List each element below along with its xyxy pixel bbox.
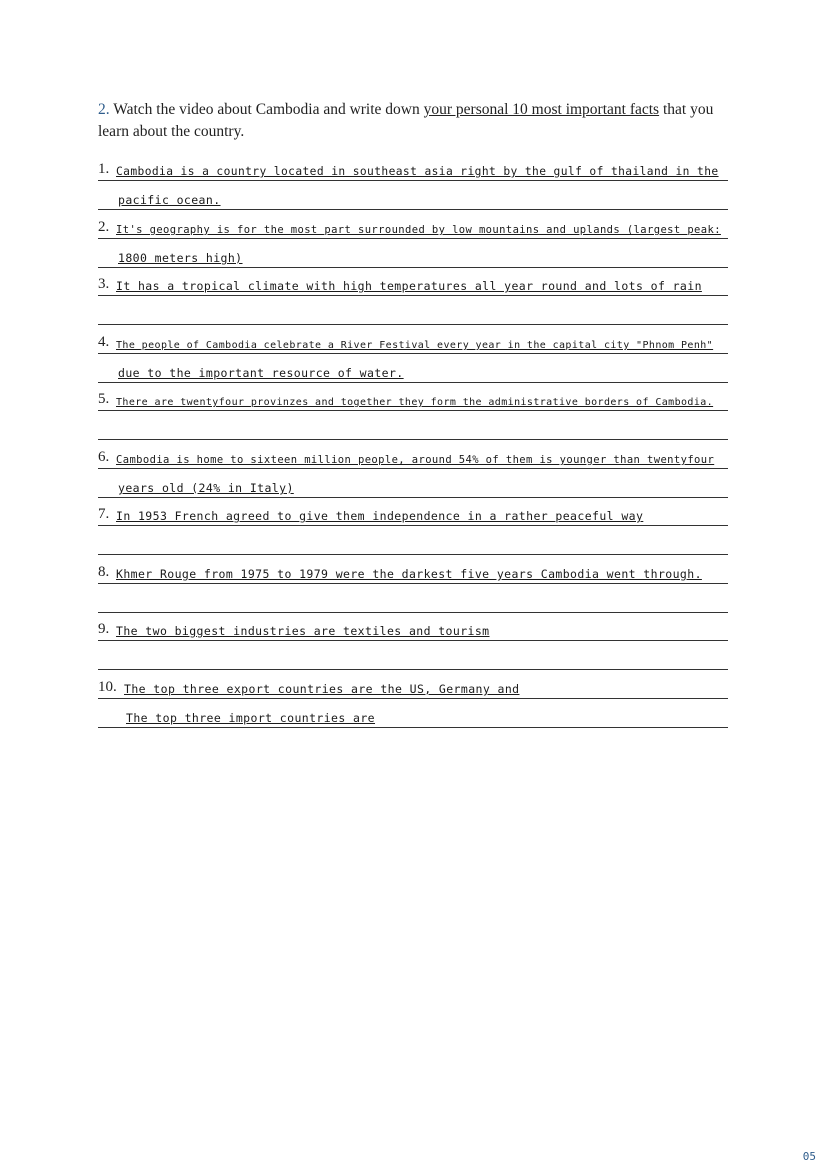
fact-handwriting-line2: pacific ocean.	[118, 193, 221, 207]
task-text-before: Watch the video about Cambodia and write down	[109, 101, 424, 118]
fact-item	[98, 382, 728, 440]
task-text-after: that you learn about the country.	[98, 101, 714, 140]
fact-number: 5.	[98, 391, 110, 407]
answer-line	[98, 699, 728, 728]
fact-number: 9.	[98, 621, 110, 637]
answer-line	[98, 612, 728, 641]
fact-handwriting-line1: The people of Cambodia celebrate a River Festival every year in the capital city "Phnom Penh"	[116, 340, 714, 351]
answer-line	[98, 497, 728, 526]
fact-handwriting-line1: The top three export countries are the US, Germany and	[124, 682, 520, 696]
answer-line	[98, 239, 728, 268]
answer-line	[98, 267, 728, 296]
answer-line	[98, 440, 728, 469]
answer-line	[98, 181, 728, 210]
fact-item	[98, 325, 728, 383]
fact-item	[98, 670, 728, 728]
fact-handwriting-line2: years old (24% in Italy)	[118, 481, 294, 495]
fact-number: 3.	[98, 276, 110, 292]
fact-handwriting-line2: due to the important resource of water.	[118, 366, 404, 380]
fact-number: 4.	[98, 334, 110, 350]
answer-line	[98, 469, 728, 498]
answer-line	[98, 670, 728, 699]
fact-handwriting-line1: It's geography is for the most part surrounded by low mountains and uplands (largest peak:	[116, 224, 721, 236]
answer-line	[98, 210, 728, 239]
task-heading	[98, 99, 738, 143]
answer-line	[98, 354, 728, 383]
fact-handwriting-line1: Khmer Rouge from 1975 to 1979 were the darkest five years Cambodia went through.	[116, 567, 702, 581]
answer-line	[98, 296, 728, 325]
fact-item	[98, 612, 728, 670]
fact-number: 10.	[98, 679, 117, 695]
answer-line	[98, 325, 728, 354]
fact-handwriting-line1: Cambodia is a country located in southeast asia right by the gulf of thailand in the	[116, 165, 719, 178]
fact-handwriting-line1: There are twentyfour provinzes and together they form the administrative borders of Cambodia.	[116, 397, 714, 408]
answer-line	[98, 555, 728, 584]
page-number: 05	[802, 1150, 816, 1163]
fact-item	[98, 152, 728, 210]
answer-line	[98, 382, 728, 411]
task-number: 2.	[98, 101, 110, 118]
fact-number: 6.	[98, 449, 110, 465]
fact-handwriting-line1: It has a tropical climate with high temperatures all year round and lots of rain	[116, 279, 702, 293]
fact-item	[98, 210, 728, 268]
fact-number: 8.	[98, 564, 110, 580]
fact-handwriting-line1: Cambodia is home to sixteen million people, around 54% of them is younger than twentyfour	[116, 454, 715, 466]
answer-line	[98, 152, 728, 181]
fact-item	[98, 497, 728, 555]
fact-handwriting-line1: The two biggest industries are textiles and tourism	[116, 624, 490, 638]
answer-line	[98, 641, 728, 670]
task-text-underlined: your personal 10 most important facts	[423, 101, 660, 118]
fact-item	[98, 267, 728, 325]
fact-item	[98, 555, 728, 613]
fact-handwriting-line2: The top three import countries are	[126, 711, 376, 725]
answer-line	[98, 411, 728, 440]
fact-handwriting-line2: 1800 meters high)	[118, 251, 243, 265]
answer-line	[98, 584, 728, 613]
answer-line	[98, 526, 728, 555]
fact-number: 7.	[98, 506, 110, 522]
fact-number: 2.	[98, 219, 110, 235]
fact-handwriting-line1: In 1953 French agreed to give them independence in a rather peaceful way	[116, 509, 644, 523]
fact-item	[98, 440, 728, 498]
fact-number: 1.	[98, 161, 110, 177]
